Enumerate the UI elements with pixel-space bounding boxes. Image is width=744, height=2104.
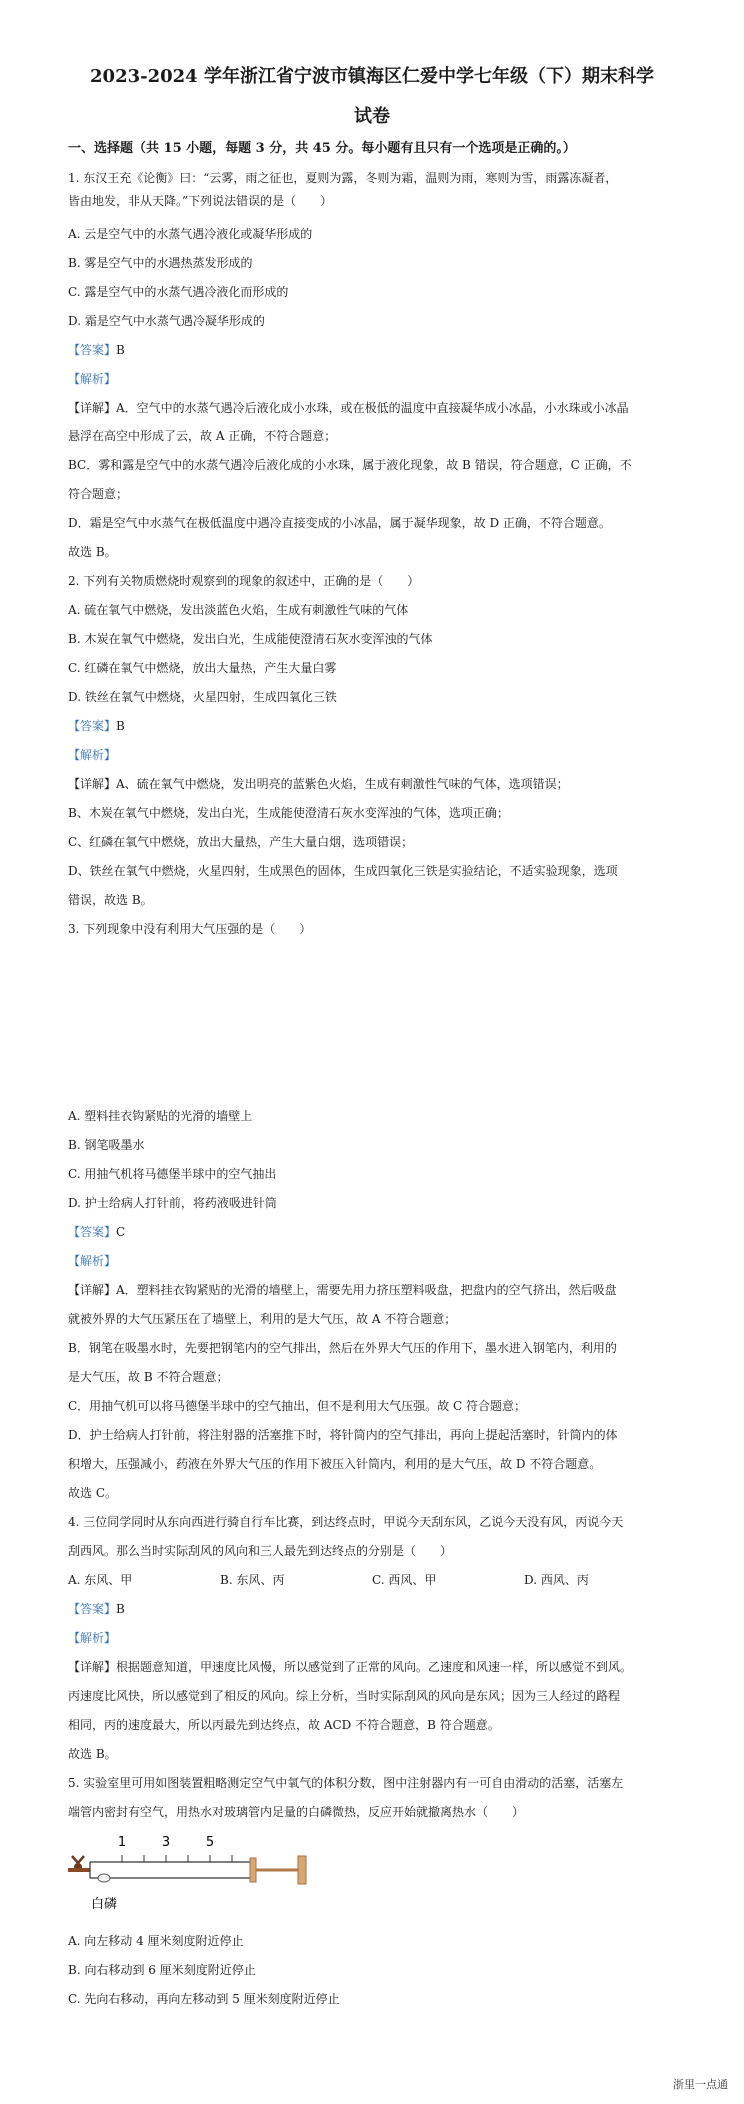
q2-detail-2: B、木炭在氧气中燃烧，发出白光，生成能使澄清石灰水变浑浊的气体，选项正确； <box>68 806 509 820</box>
answer-tag: 【答案】 <box>68 343 117 357</box>
answer-value: B <box>116 719 125 733</box>
answer-tag: 【答案】 <box>68 1602 117 1616</box>
q1-detail-4: 符合题意； <box>68 487 129 501</box>
answer-tag: 【答案】 <box>68 719 117 733</box>
q1-option-a: A. 云是空气中的水蒸气遇冷液化或凝华形成的 <box>68 227 313 241</box>
scale-ticks <box>122 1855 232 1862</box>
q2-detail-4: D、铁丝在氧气中燃烧，火星四射，生成黑色的固体，生成四氧化三铁是实验结论，不适实验现象，选项 <box>68 864 618 878</box>
q4-detail-3: 相同，丙的速度最大，所以丙最先到达终点，故 ACD 不符合题意，B 符合题意。 <box>68 1718 500 1732</box>
detail-tag: 【详解】 <box>68 777 117 791</box>
q4-option-b: B. 东风、丙 <box>220 1573 285 1587</box>
detail-tag: 【详解】 <box>68 1660 117 1674</box>
detail-text: A、硫在氧气中燃烧，发出明亮的蓝紫色火焰，生成有刺激性气味的气体，选项错误； <box>116 777 569 791</box>
q4-option-a: A. 东风、甲 <box>68 1573 133 1587</box>
q1-detail-2: 悬浮在高空中形成了云，故 A 正确，不符合题意； <box>68 429 337 443</box>
q1-stem-cont: 皆由地发，非从天降。”下列说法错误的是（ ） <box>68 194 333 208</box>
q3-detail-4: 是大气压，故 B 不符合题意； <box>68 1370 229 1384</box>
detail-tag: 【详解】 <box>68 1283 117 1297</box>
detail-text: A．塑料挂衣钩紧贴的光滑的墙壁上，需要先用力挤压塑料吸盘，把盘内的空气挤出，然后吸盘 <box>116 1283 617 1297</box>
q2-answer <box>68 717 684 735</box>
q3-detail-8: 故选 C。 <box>68 1486 117 1500</box>
phosphorus-label: 白磷 <box>90 1897 118 1912</box>
q3-analysis-tag: 【解析】 <box>68 1254 117 1268</box>
q2-option-c: C. 红磷在氧气中燃烧，放出大量热，产生大量白雾 <box>68 661 337 675</box>
tick-label-3: 3 <box>161 1835 171 1850</box>
glass-tube <box>90 1862 250 1878</box>
q1-analysis-tag: 【解析】 <box>68 372 117 386</box>
q2-detail-5: 错误，故选 B。 <box>68 893 153 907</box>
answer-value: B <box>116 1602 125 1616</box>
q3-stem: 3. 下列现象中没有利用大气压强的是（ ） <box>68 922 312 936</box>
q5-stem: 5. 实验室里可用如图装置粗略测定空气中氧气的体积分数，图中注射器内有一可自由滑动的活塞，活塞左 <box>68 1776 624 1790</box>
q4-stem-cont: 刮西风。那么当时实际刮风的风向和三人最先到达终点的分别是（ ） <box>68 1544 453 1558</box>
q2-detail-3: C、红磷在氧气中燃烧，放出大量热，产生大量白烟，选项错误； <box>68 835 414 849</box>
q2-detail-1 <box>68 775 684 793</box>
q3-option-b: B. 钢笔吸墨水 <box>68 1138 145 1152</box>
q5-option-a: A. 向左移动 4 厘米刻度附近停止 <box>68 1934 244 1948</box>
q4-option-c: C. 西风、甲 <box>372 1573 437 1587</box>
q3-detail-1 <box>68 1281 684 1299</box>
q1-detail-6: 故选 B。 <box>68 545 117 559</box>
q2-option-a: A. 硫在氧气中燃烧，发出淡蓝色火焰，生成有刺激性气味的气体 <box>68 603 409 617</box>
detail-tag: 【详解】 <box>68 401 117 415</box>
white-phosphorus-icon <box>98 1874 110 1882</box>
q3-detail-6: D．护士给病人打针前，将注射器的活塞推下时，将针筒内的空气排出，再向上提起活塞时，针筒内的体 <box>68 1428 618 1442</box>
q3-detail-5: C．用抽气机可以将马德堡半球中的空气抽出，但不是利用大气压强。故 C 符合题意； <box>68 1399 526 1413</box>
detail-text: 根据题意知道，甲速度比风慢，所以感觉到了正常的风向。乙速度和风速一样，所以感觉不到风。 <box>116 1660 633 1674</box>
q1-detail-3: BC．雾和露是空气中的水蒸气遇冷后液化成的小水珠，属于液化现象，故 B 错误，符合题意，C 正确，不 <box>68 458 632 472</box>
q5-stem-cont: 端管内密封有空气，用热水对玻璃管内足量的白磷微热，反应开始就撤离热水（ ） <box>68 1805 525 1819</box>
q4-detail-2: 丙速度比风快，所以感觉到了相反的风向。综上分析，当时实际刮风的风向是东风；因为三人经过的路程 <box>68 1689 621 1703</box>
q5-option-c: C. 先向右移动，再向左移动到 5 厘米刻度附近停止 <box>68 1992 340 2006</box>
syringe-apparatus-figure <box>64 1826 314 1918</box>
q1-detail-1 <box>68 399 684 417</box>
tick-label-1: 1 <box>117 1835 127 1850</box>
q1-stem: 1. 东汉王充《论衡》曰：“云雾，雨之征也，夏则为露，冬则为霜，温则为雨，寒则为雪，雨露冻凝者， <box>68 171 618 185</box>
q3-option-a: A. 塑料挂衣钩紧贴的光滑的墙壁上 <box>68 1109 253 1123</box>
valve-icon <box>68 1856 90 1871</box>
q3-answer <box>68 1223 684 1241</box>
q4-detail-1 <box>68 1658 684 1676</box>
q4-option-d: D. 西风、丙 <box>524 1573 589 1587</box>
q3-detail-7: 积增大，压强减小，药液在外界大气压的作用下被压入针筒内，利用的是大气压，故 D 不符合题意。 <box>68 1457 602 1471</box>
footer-watermark: 浙里一点通 <box>673 2078 728 2091</box>
q2-analysis-tag: 【解析】 <box>68 748 117 762</box>
q4-detail-4: 故选 B。 <box>68 1747 117 1761</box>
q2-option-b: B. 木炭在氧气中燃烧，发出白光，生成能使澄清石灰水变浑浊的气体 <box>68 632 433 646</box>
syringe-piston <box>250 1856 306 1884</box>
answer-value: C <box>116 1225 126 1239</box>
section-heading: 一、选择题（共 15 小题，每题 3 分，共 45 分。每小题有且只有一个选项是正确的。） <box>68 141 576 156</box>
exam-title-cont: 试卷 <box>354 106 390 127</box>
q1-option-d: D. 霜是空气中水蒸气遇冷凝华形成的 <box>68 314 265 328</box>
q1-detail-5: D．霜是空气中水蒸气在极低温度中遇冷直接变成的小冰晶，属于凝华现象，故 D 正确，不符合题意。 <box>68 516 611 530</box>
q4-stem: 4. 三位同学同时从东向西进行骑自行车比赛，到达终点时，甲说今天刮东风，乙说今天没有风，丙说今天 <box>68 1515 624 1529</box>
q2-stem: 2. 下列有关物质燃烧时观察到的现象的叙述中，正确的是（ ） <box>68 574 420 588</box>
detail-text: A．空气中的水蒸气遇冷后液化成小水珠，或在极低的温度中直接凝华成小冰晶，小水珠或小冰晶 <box>116 401 629 415</box>
answer-value: B <box>116 343 125 357</box>
q4-options <box>68 1571 684 1589</box>
tick-label-5: 5 <box>205 1835 215 1850</box>
q3-detail-2: 就被外界的大气压紧压在了墙壁上，利用的是大气压，故 A 不符合题意； <box>68 1312 457 1326</box>
q3-detail-3: B．钢笔在吸墨水时，先要把钢笔内的空气排出，然后在外界大气压的作用下，墨水进入钢笔内，利用的 <box>68 1341 617 1355</box>
answer-tag: 【答案】 <box>68 1225 117 1239</box>
q3-option-c: C. 用抽气机将马德堡半球中的空气抽出 <box>68 1167 277 1181</box>
q1-option-c: C. 露是空气中的水蒸气遇冷液化而形成的 <box>68 285 289 299</box>
q1-option-b: B. 雾是空气中的水遇热蒸发形成的 <box>68 256 253 270</box>
q2-option-d: D. 铁丝在氧气中燃烧，火星四射，生成四氧化三铁 <box>68 690 337 704</box>
exam-title: 2023-2024 学年浙江省宁波市镇海区仁爱中学七年级（下）期末科学 <box>90 66 654 87</box>
q3-option-d: D. 护士给病人打针前，将药液吸进针筒 <box>68 1196 277 1210</box>
q5-option-b: B. 向右移动到 6 厘米刻度附近停止 <box>68 1963 256 1977</box>
q1-answer <box>68 341 684 359</box>
q4-answer <box>68 1600 684 1618</box>
q4-analysis-tag: 【解析】 <box>68 1631 117 1645</box>
